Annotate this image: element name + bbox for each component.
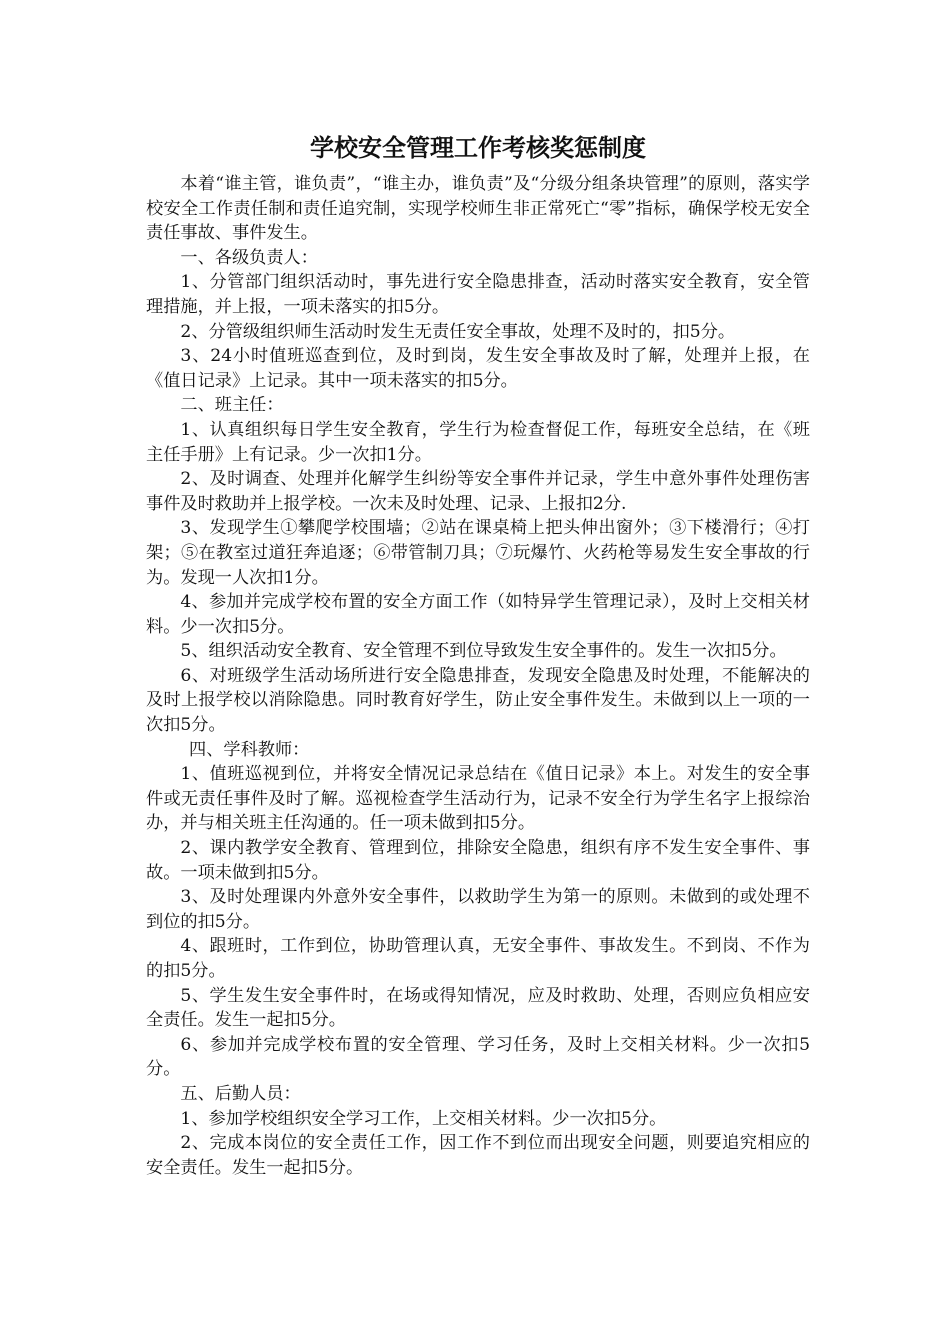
subject-teacher-item-6: 6、参加并完成学校布置的安全管理、学习任务，及时上交相关材料。少一次扣5分。 (146, 1034, 810, 1080)
subject-teacher-item-5: 5、学生发生安全事件时，在场或得知情况，应及时救助、处理，否则应负相应安全责任。发生一起扣5分。 (146, 985, 810, 1031)
logistics-item-1: 1、参加学校组织安全学习工作，上交相关材料。少一次扣5分。 (180, 1108, 667, 1129)
head-teacher-item-3: 3、发现学生①攀爬学校围墙；②站在课桌椅上把头伸出窗外；③下楼滑行；④打架；⑤在教室过道狂奔追逐；⑥带管制刀具；⑦玩爆竹、火药枪等易发生安全事故的行为。发现一人次扣1分。 (146, 518, 810, 588)
section-heading-subject-teacher: 四、学科教师： (189, 739, 310, 760)
logistics-item-2: 2、完成本岗位的安全责任工作，因工作不到位而出现安全问题，则要追究相应的安全责任。发生一起扣5分。 (146, 1133, 810, 1178)
intro-paragraph: 本着“谁主管，谁负责”，“谁主办，谁负责”及“分级分组条块管理”的原则，落实学校安全工作责任制和责任追究制，实现学校师生非正常死亡“零”指标，确保学校无安全责任事故、事件发生。 (146, 174, 810, 244)
head-teacher-item-2: 2、及时调查、处理并化解学生纠纷等安全事件并记录，学生中意外事件处理伤害事件及时救助并上报学校。一次未及时处理、记录、上报扣2分. (146, 469, 810, 514)
subject-teacher-item-2: 2、课内教学安全教育、管理到位，排除安全隐患，组织有序不发生安全事件、事故。一项未做到扣5分。 (146, 838, 810, 883)
head-teacher-item-1: 1、认真组织每日学生安全教育，学生行为检查督促工作，每班安全总结，在《班主任手册》上有记录。少一次扣1分。 (146, 419, 810, 465)
section-heading-head-teacher: 二、班主任： (180, 395, 284, 416)
section-heading-leaders: 一、各级负责人： (180, 247, 318, 268)
leaders-item-1: 1、分管部门组织活动时，事先进行安全隐患排查，活动时落实安全教育，安全管理措施，并上报，一项未落实的扣5分。 (146, 272, 810, 317)
leaders-item-2: 2、分管级组织师生活动时发生无责任安全事故，处理不及时的，扣5分。 (180, 321, 736, 342)
document-title: 学校安全管理工作考核奖惩制度 (310, 133, 646, 162)
subject-teacher-item-3: 3、及时处理课内外意外安全事件，以救助学生为第一的原则。未做到的或处理不到位的扣5分。 (146, 887, 810, 932)
document-page (146, 128, 810, 1180)
head-teacher-item-6: 6、对班级学生活动场所进行安全隐患排查，发现安全隐患及时处理，不能解决的及时上报学校以消除隐患。同时教育好学生，防止安全事件发生。未做到以上一项的一次扣5分。 (146, 665, 810, 736)
section-heading-logistics: 五、后勤人员： (180, 1083, 301, 1104)
subject-teacher-item-1: 1、值班巡视到位，并将安全情况记录总结在《值日记录》本上。对发生的安全事件或无责任事件及时了解。巡视检查学生活动行为，记录不安全行为学生名字上报综治办，并与相关班主任沟通的。任一项未做到扣5分。 (146, 764, 810, 834)
head-teacher-item-5: 5、组织活动安全教育、安全管理不到位导致发生安全事件的。发生一次扣5分。 (180, 641, 787, 662)
leaders-item-3: 3、24小时值班巡查到位，及时到岗，发生安全事故及时了解，处理并上报，在《值日记录》上记录。其中一项未落实的扣5分。 (146, 346, 810, 391)
head-teacher-item-4: 4、参加并完成学校布置的安全方面工作（如特异学生管理记录），及时上交相关材料。少一次扣5分。 (146, 592, 810, 637)
subject-teacher-item-4: 4、跟班时，工作到位，协助管理认真，无安全事件、事故发生。不到岗、不作为的扣5分。 (146, 936, 810, 981)
